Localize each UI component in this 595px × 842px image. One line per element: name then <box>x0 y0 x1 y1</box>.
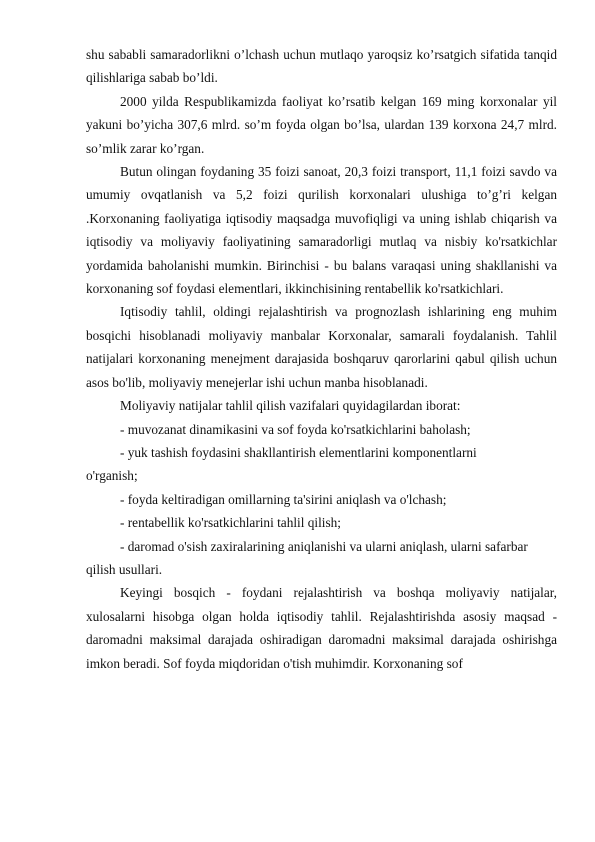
document-page <box>86 43 557 675</box>
paragraph-final: Keyingi bosqich - foydani rejalashtirish va boshqa moliyaviy natijalar, xulosalarni hisobga olgan holda iqtisodiy tahlil. Rejalashtirishda asosiy maqsad - daromadni maksimal darajada oshiradigan daromadni maksimal darajada oshirishga imkon beradi. Sof foyda miqdoridan o'tish muhimdir. Korxonaning sof <box>86 585 557 671</box>
paragraph-1: shu sababli samaradorlikni o’lchash uchun mutlaqo yaroqsiz ko’rsatgich sifatida tanqid qilishlariga sabab bo’ldi. <box>86 47 557 86</box>
paragraph-2: 2000 yilda Respublikamizda faoliyat ko’rsatib kelgan 169 ming korxonalar yil yakuni bo’yicha 307,6 mlrd. so’m foyda olgan bo’lsa, ulardan 139 korxona 24,7 mlrd. so’mlik zarar ko’rgan. <box>86 93 557 156</box>
list-intro: Moliyaviy natijalar tahlil qilish vazifalari quyidagilardan iborat: <box>120 398 461 414</box>
list-item-3: - foyda keltiradigan omillarning ta'sirini aniqlash va o'lchash; <box>120 491 447 507</box>
list-item-2: - yuk tashish foydasini shakllantirish elementlarini komponentlarni <box>120 444 477 460</box>
list-item-1: - muvozanat dinamikasini va sof foyda ko'rsatkichlarini baholash; <box>120 421 471 437</box>
list-item-4: - rentabellik ko'rsatkichlarini tahlil qilish; <box>120 515 342 531</box>
paragraph-4: Iqtisodiy tahlil, oldingi rejalashtirish va prognozlash ishlarining eng muhim bosqichi hisoblanadi moliyaviy manbalar Korxonalar, samarali foydalanish. Tahlil natijalari korxonaning menejment darajasida boshqaruv qarorlarini qabul qilish uchun asos bo'lib, moliyaviy menejerlar ishi uchun manba hisoblanadi. <box>86 304 557 390</box>
paragraph-3: Butun olingan foydaning 35 foizi sanoat, 20,3 foizi transport, 11,1 foizi savdo va umumiy ovqatlanish va 5,2 foizi qurilish korxonalari ulushiga to’g’ri kelgan .Korxonaning faoliyatiga iqtisodiy maqsadga muvofiqligi va uning ishlab chiqarish va iqtisodiy va moliyaviy faoliyatining samaradorligi mutlaq va nisbiy ko'rsatkichlar yordamida baholanishi mumkin. Birinchisi - bu balans varaqasi uning shakllanishi va korxonaning sof foydasi elementlari, ikkinchisining rentabellik ko'rsatkichlari. <box>86 164 557 297</box>
list-item-5: - daromad o'sish zaxiralarining aniqlanishi va ularni aniqlash, ularni safarbar <box>120 538 528 554</box>
list-item-2-continuation: o'rganish; <box>86 468 138 484</box>
list-item-5-continuation: qilish usullari. <box>86 561 163 577</box>
